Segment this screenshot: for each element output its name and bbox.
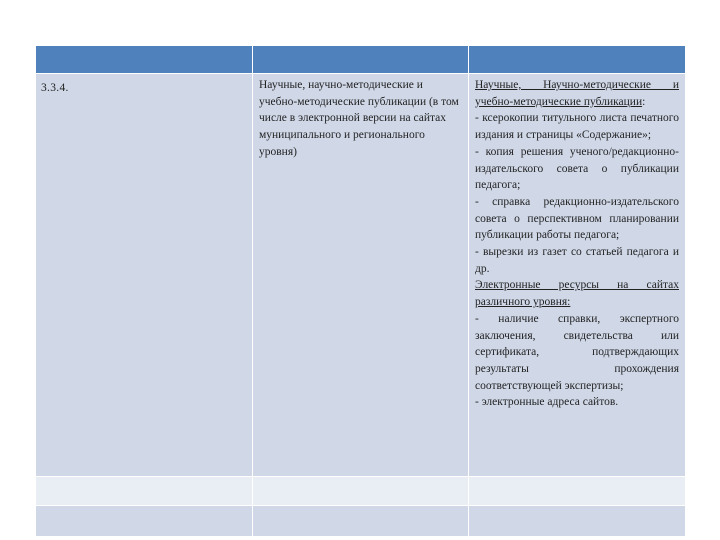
evidence-content bbox=[469, 74, 685, 411]
table-header-row bbox=[36, 46, 686, 74]
print-publications-heading: Научные, Научно-методические и учебно-методические публикации bbox=[475, 79, 679, 108]
table-row bbox=[36, 74, 686, 477]
criteria-table bbox=[35, 45, 686, 537]
empty-cell bbox=[36, 506, 253, 537]
empty-cell bbox=[253, 477, 469, 506]
electronic-resources-heading: Электронные ресурсы на сайтах различного уровня: bbox=[475, 279, 679, 309]
criterion-description: Научные, научно-методические и учебно-методические публикации (в том числе в электронной версии на сайтах муниципального и регионального уровня) bbox=[259, 79, 459, 158]
evidence-item: - наличие справки, экспертного заключения, свидетельства или сертификата, подтверждающих результаты прохождения соответствующей экспертизы; bbox=[475, 312, 679, 392]
header-cell bbox=[36, 46, 253, 74]
evidence-cell bbox=[469, 74, 686, 477]
evidence-item: - копия решения ученого/редакционно-издательского совета о публикации педагога; bbox=[475, 145, 679, 192]
print-heading-colon: : bbox=[642, 95, 646, 108]
empty-cell bbox=[253, 506, 469, 537]
empty-table-row bbox=[36, 477, 686, 506]
empty-cell bbox=[36, 477, 253, 506]
empty-table-row bbox=[36, 506, 686, 537]
header-cell bbox=[253, 46, 469, 74]
description-cell bbox=[253, 74, 469, 477]
empty-cell bbox=[469, 506, 686, 537]
evidence-item: - справка редакционно-издательского совета о перспективном планировании публикации работы педагога; bbox=[475, 195, 679, 242]
evidence-item: - вырезки из газет со статьей педагога и др. bbox=[475, 246, 679, 275]
code-cell bbox=[36, 74, 253, 477]
empty-cell bbox=[469, 477, 686, 506]
header-cell bbox=[469, 46, 686, 74]
evidence-item: - электронные адреса сайтов. bbox=[475, 396, 619, 409]
criterion-code: 3.3.4. bbox=[41, 82, 69, 94]
evidence-item: - ксерокопии титульного листа печатного издания и страницы «Содержание»; bbox=[475, 112, 679, 142]
